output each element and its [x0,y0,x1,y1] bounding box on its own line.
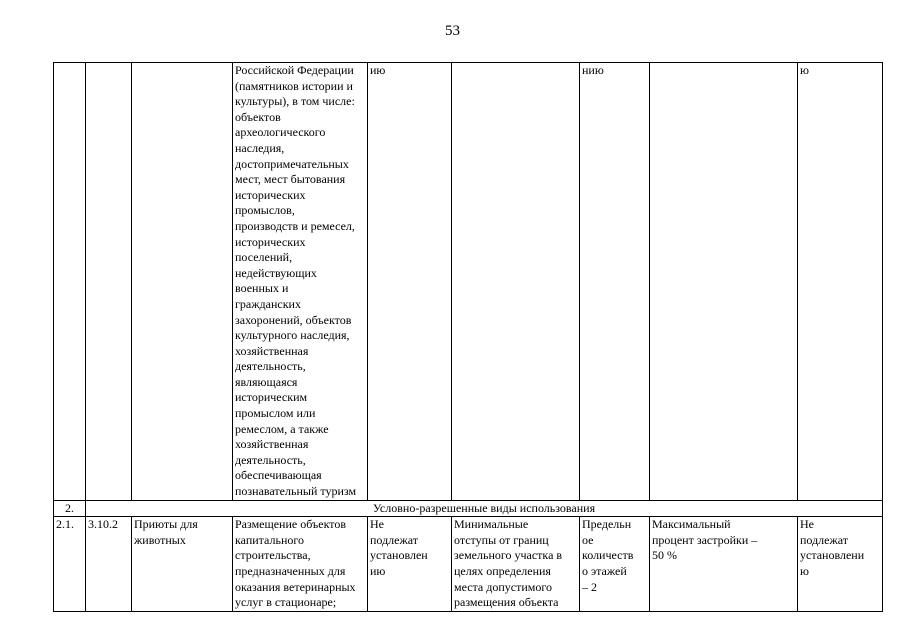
cell-name [132,63,233,501]
cell-col8 [650,63,798,501]
cell-code [86,63,132,501]
cell-col5: ию [368,63,452,501]
cell-col7: Предельн ое количеств о этажей – 2 [580,517,650,612]
section-title: Условно-разрешенные виды использования [86,500,883,517]
cell-description: Российской Федерации (памятников истории и культуры), в том числе: объектов археологического наследия, достопримечательных мест, мест бытования исторических промыслов, производств и ремесел, исторических поселений, недействующих военных и гражданских захоронений, объектов культурного наследия, хозяйственная деятельность, являющаяся историческим промыслом или ремеслом, а также хозяйственная деятельность, обеспечивающая познавательный туризм [233,63,368,501]
cell-num: 2.1. [54,517,86,612]
regulations-table [53,62,883,612]
cell-col8: Максимальный процент застройки – 50 % [650,517,798,612]
cell-description: Размещение объектов капитального строительства, предназначенных для оказания ветеринарных услуг в стационаре; [233,517,368,612]
page-number: 53 [445,23,460,39]
cell-col6: Минимальные отступы от границ земельного участка в целях определения места допустимого размещения объекта [452,517,580,612]
section-row [54,500,883,517]
section-number: 2. [54,500,86,517]
cell-num [54,63,86,501]
cell-col5: Не подлежат установлен ию [368,517,452,612]
cell-col6 [452,63,580,501]
cell-col9: ю [798,63,883,501]
cell-col7: нию [580,63,650,501]
cell-name: Приюты для животных [132,517,233,612]
cell-col9: Не подлежат установлени ю [798,517,883,612]
table-row-continuation [54,63,883,501]
cell-code: 3.10.2 [86,517,132,612]
table-row-2-1 [54,517,883,612]
